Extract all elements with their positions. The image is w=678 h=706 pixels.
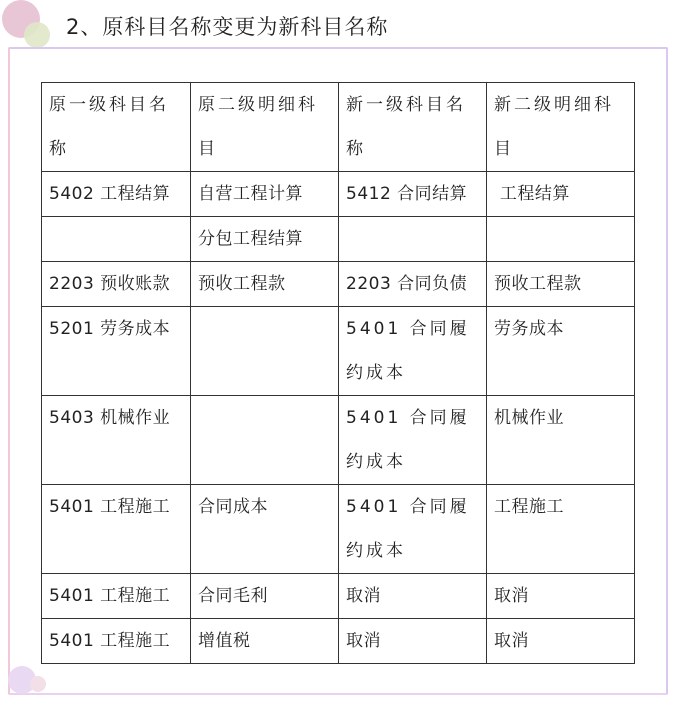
table-cell: 工程施工	[487, 485, 635, 574]
table-cell: 劳务成本	[487, 307, 635, 396]
table-cell: 2203 合同负债	[339, 262, 487, 307]
table-cell: 自营工程计算	[191, 172, 339, 217]
table-cell: 5402 工程结算	[42, 172, 191, 217]
table-cell: 合同毛利	[191, 574, 339, 619]
header-new-level2: 新二级明细科目	[487, 83, 635, 172]
table-cell: 增值税	[191, 619, 339, 664]
subject-mapping-table	[41, 82, 635, 664]
table-row	[42, 396, 635, 485]
table-cell: 5401 工程施工	[42, 574, 191, 619]
table-row	[42, 619, 635, 664]
header-old-level2: 原二级明细科目	[191, 83, 339, 172]
table-cell: 取消	[339, 574, 487, 619]
table-row	[42, 172, 635, 217]
table-cell	[191, 396, 339, 485]
header-old-level1: 原一级科目名称	[42, 83, 191, 172]
table-row	[42, 262, 635, 307]
table-cell: 5401 合同履约成本	[339, 307, 487, 396]
table-cell: 5403 机械作业	[42, 396, 191, 485]
table-cell: 机械作业	[487, 396, 635, 485]
section-heading: 2、原科目名称变更为新科目名称	[66, 15, 389, 39]
decorative-circle-green	[24, 22, 50, 48]
table-cell: 取消	[339, 619, 487, 664]
table-cell: 5401 工程施工	[42, 619, 191, 664]
table-cell: 5201 劳务成本	[42, 307, 191, 396]
table-cell: 5412 合同结算	[339, 172, 487, 217]
table-cell	[487, 217, 635, 262]
table-cell: 预收工程款	[487, 262, 635, 307]
table-row	[42, 574, 635, 619]
header-new-level1: 新一级科目名称	[339, 83, 487, 172]
table-row	[42, 307, 635, 396]
table-cell: 分包工程结算	[191, 217, 339, 262]
table-cell: 工程结算	[487, 172, 635, 217]
table-cell: 5401 工程施工	[42, 485, 191, 574]
table-cell: 取消	[487, 619, 635, 664]
table-cell	[339, 217, 487, 262]
table-cell	[42, 217, 191, 262]
table-cell: 5401 合同履约成本	[339, 485, 487, 574]
table-cell: 预收工程款	[191, 262, 339, 307]
table-cell: 取消	[487, 574, 635, 619]
table-row	[42, 485, 635, 574]
table-cell: 5401 合同履约成本	[339, 396, 487, 485]
table-header-row	[42, 83, 635, 172]
table-cell: 合同成本	[191, 485, 339, 574]
table-row	[42, 217, 635, 262]
decorative-blob-small	[30, 676, 46, 692]
table-cell: 2203 预收账款	[42, 262, 191, 307]
table-cell	[191, 307, 339, 396]
